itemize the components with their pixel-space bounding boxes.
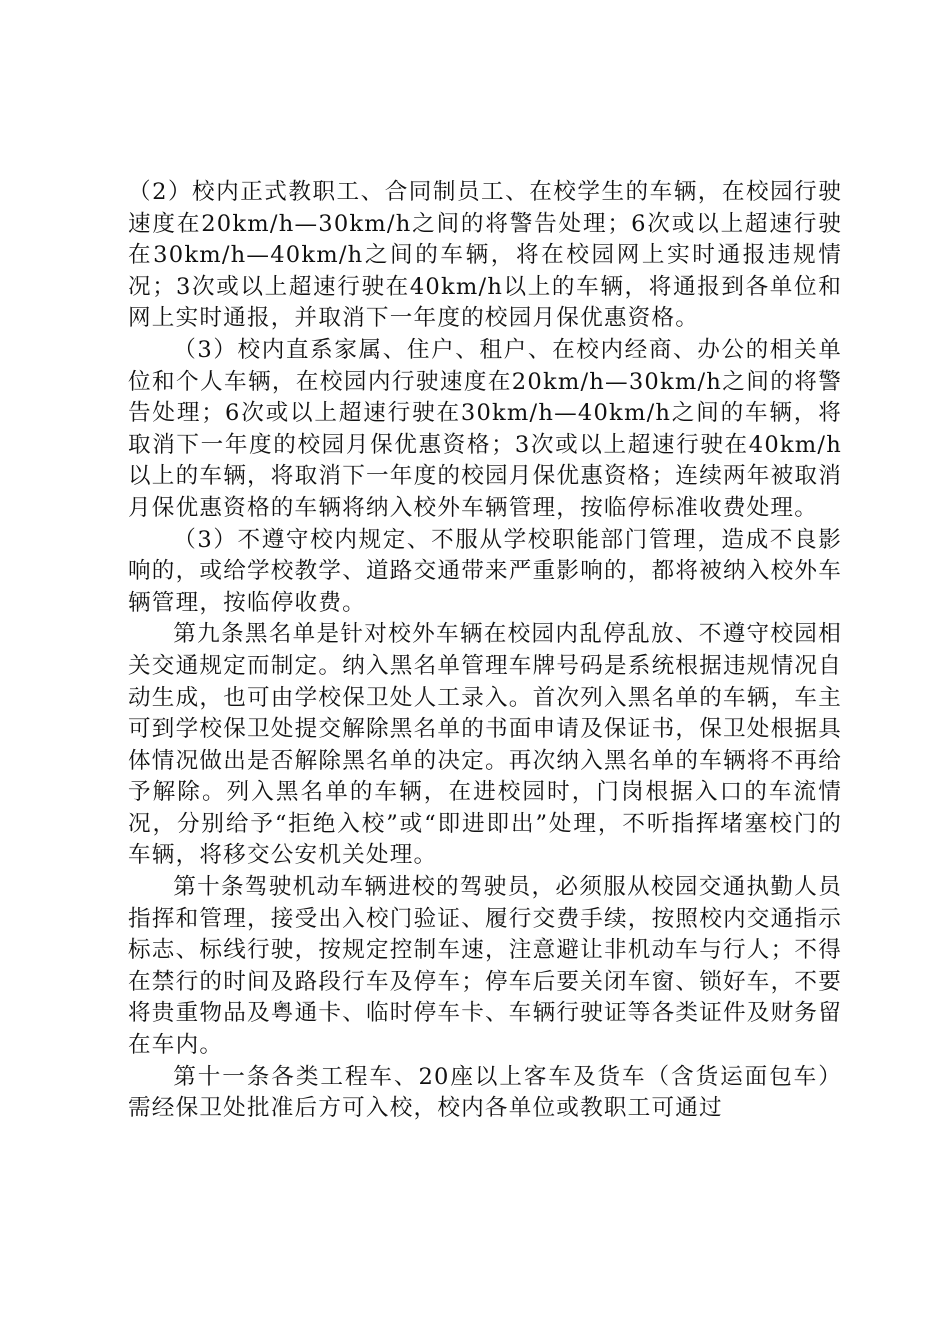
paragraph-speeding-staff-students: （2）校内正式教职工、合同制员工、在校学生的车辆，在校园行驶速度在20km/h—30km/h之间的将警告处理；6次或以上超速行驶在30km/h—40km/h之间的车辆，将在校园网上实时通报违规情况；3次或以上超速行驶在40km/h以上的车辆，将通报到各单位和网上实时通报，并取消下一年度的校园月保优惠资格。 xyxy=(128,179,842,332)
paragraph-article-11-vehicles: 第十一条各类工程车、20座以上客车及货车（含货运面包车）需经保卫处批准后方可入校，校内各单位或教职工可通过 xyxy=(128,1063,842,1122)
paragraph-article-9-blacklist: 第九条黑名单是针对校外车辆在校园内乱停乱放、不遵守校园相关交通规定而制定。纳入黑名单管理车牌号码是系统根据违规情况自动生成，也可由学校保卫处人工录入。首次列入黑名单的车辆，车主可到学校保卫处提交解除黑名单的书面申请及保证书，保卫处根据具体情况做出是否解除黑名单的决定。再次纳入黑名单的车辆将不再给予解除。列入黑名单的车辆，在进校园时，门岗根据入口的车流情况，分别给予“拒绝入校”或“即进即出”处理，不听指挥堵塞校门的车辆，将移交公安机关处理。 xyxy=(128,621,842,869)
paragraph-noncompliance: （3）不遵守校内规定、不服从学校职能部门管理，造成不良影响的，或给学校教学、道路交通带来严重影响的，都将被纳入校外车辆管理，按临停收费。 xyxy=(128,526,842,616)
document-body xyxy=(128,177,842,1125)
paragraph-article-10-drivers: 第十条驾驶机动车辆进校的驾驶员，必须服从校园交通执勤人员指挥和管理，接受出入校门验证、履行交费手续，按照校内交通指示标志、标线行驶，按规定控制车速，注意避让非机动车与行人；不得在禁行的时间及路段行车及停车；停车后要关闭车窗、锁好车，不要将贵重物品及粤通卡、临时停车卡、车辆行驶证等各类证件及财务留在车内。 xyxy=(128,874,842,1059)
paragraph-speeding-residents-tenants: （3）校内直系家属、住户、租户、在校内经商、办公的相关单位和个人车辆，在校园内行驶速度在20km/h—30km/h之间的将警告处理；6次或以上超速行驶在30km/h—40km/h之间的车辆，将取消下一年度的校园月保优惠资格；3次或以上超速行驶在40km/h以上的车辆，将取消下一年度的校园月保优惠资格；连续两年被取消月保优惠资格的车辆将纳入校外车辆管理，按临停标准收费处理。 xyxy=(128,336,842,521)
